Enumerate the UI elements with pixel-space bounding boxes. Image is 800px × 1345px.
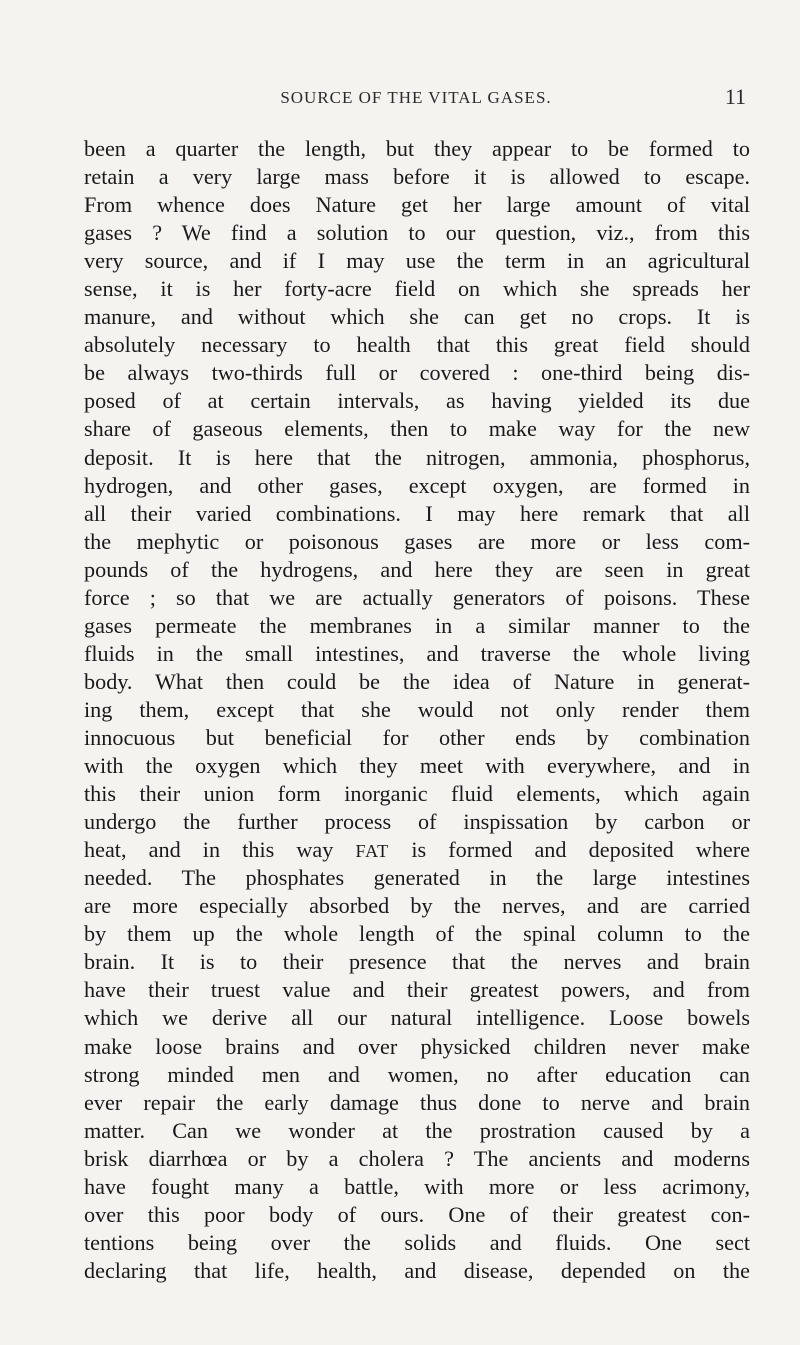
text-line: strong minded men and women, no after education can [84,1061,750,1087]
text-line: brain. It is to their presence that the nerves and brain [84,949,750,975]
text-line: have fought many a battle, with more or less acrimony, [84,1173,750,1199]
text-line: posed of at certain intervals, as having yielded its due [84,388,750,414]
text-line: have their truest value and their greatest powers, and from [84,977,750,1003]
text-line: innocuous but beneficial for other ends by combination [84,724,750,750]
running-title: SOURCE OF THE VITAL GASES. [280,88,552,107]
text-line: force ; so that we are actually generators of poisons. These [84,584,750,610]
text-line: very source, and if I may use the term in an agricultural [84,248,750,274]
text-line: all their varied combinations. I may here remark that all [84,500,750,526]
text-line: gases ? We find a solution to our question, viz., from this [84,220,750,246]
text-line: are more especially absorbed by the nerves, and are carried [84,893,750,919]
text-line: heat, and in this way FAT is formed and deposited where [84,837,750,863]
text-line: deposit. It is here that the nitrogen, ammonia, phosphorus, [84,444,750,470]
text-line: From whence does Nature get her large amount of vital [84,192,750,218]
text-line: pounds of the hydrogens, and here they are seen in great [84,556,750,582]
text-line: absolutely necessary to health that this great field should [84,332,750,358]
text-line: ever repair the early damage thus done to nerve and brain [84,1089,750,1115]
text-line: been a quarter the length, but they appear to be formed to [84,136,750,161]
text-line: which we derive all our natural intelligence. Loose bowels [84,1005,750,1031]
text-line: declaring that life, health, and disease, depended on the [84,1257,750,1283]
text-line: by them up the whole length of the spinal column to the [84,921,750,947]
text-line: make loose brains and over physicked children never make [84,1033,750,1059]
text-line: tentions being over the solids and fluids. One sect [84,1229,750,1255]
text-line: sense, it is her forty-acre field on which she spreads her [84,276,750,302]
text-line: with the oxygen which they meet with everywhere, and in [84,753,750,779]
running-head [86,84,746,112]
text-line: undergo the further process of inspissation by carbon or [84,809,750,835]
body-text [84,135,750,1285]
text-line: manure, and without which she can get no crops. It is [84,304,750,330]
text-line: retain a very large mass before it is allowed to escape. [84,164,750,190]
text-line: brisk diarrhœa or by a cholera ? The ancients and moderns [84,1145,750,1171]
text-line: fluids in the small intestines, and traverse the whole living [84,640,750,666]
text-line: ing them, except that she would not only render them [84,696,750,722]
text-line: matter. Can we wonder at the prostration caused by a [84,1117,750,1143]
text-line: needed. The phosphates generated in the large intestines [84,865,750,891]
text-line: this their union form inorganic fluid elements, which again [84,781,750,807]
text-line: be always two-thirds full or covered : one-third being dis- [84,360,750,386]
page-number: 11 [724,84,746,109]
text-line: the mephytic or poisonous gases are more or less com- [84,528,750,554]
text-line: over this poor body of ours. One of their greatest con- [84,1201,750,1227]
text-line: gases permeate the membranes in a similar manner to the [84,612,750,638]
text-line: hydrogen, and other gases, except oxygen, are formed in [84,472,750,498]
text-line: body. What then could be the idea of Nature in generat- [84,668,750,694]
text-line: share of gaseous elements, then to make way for the new [84,416,750,442]
